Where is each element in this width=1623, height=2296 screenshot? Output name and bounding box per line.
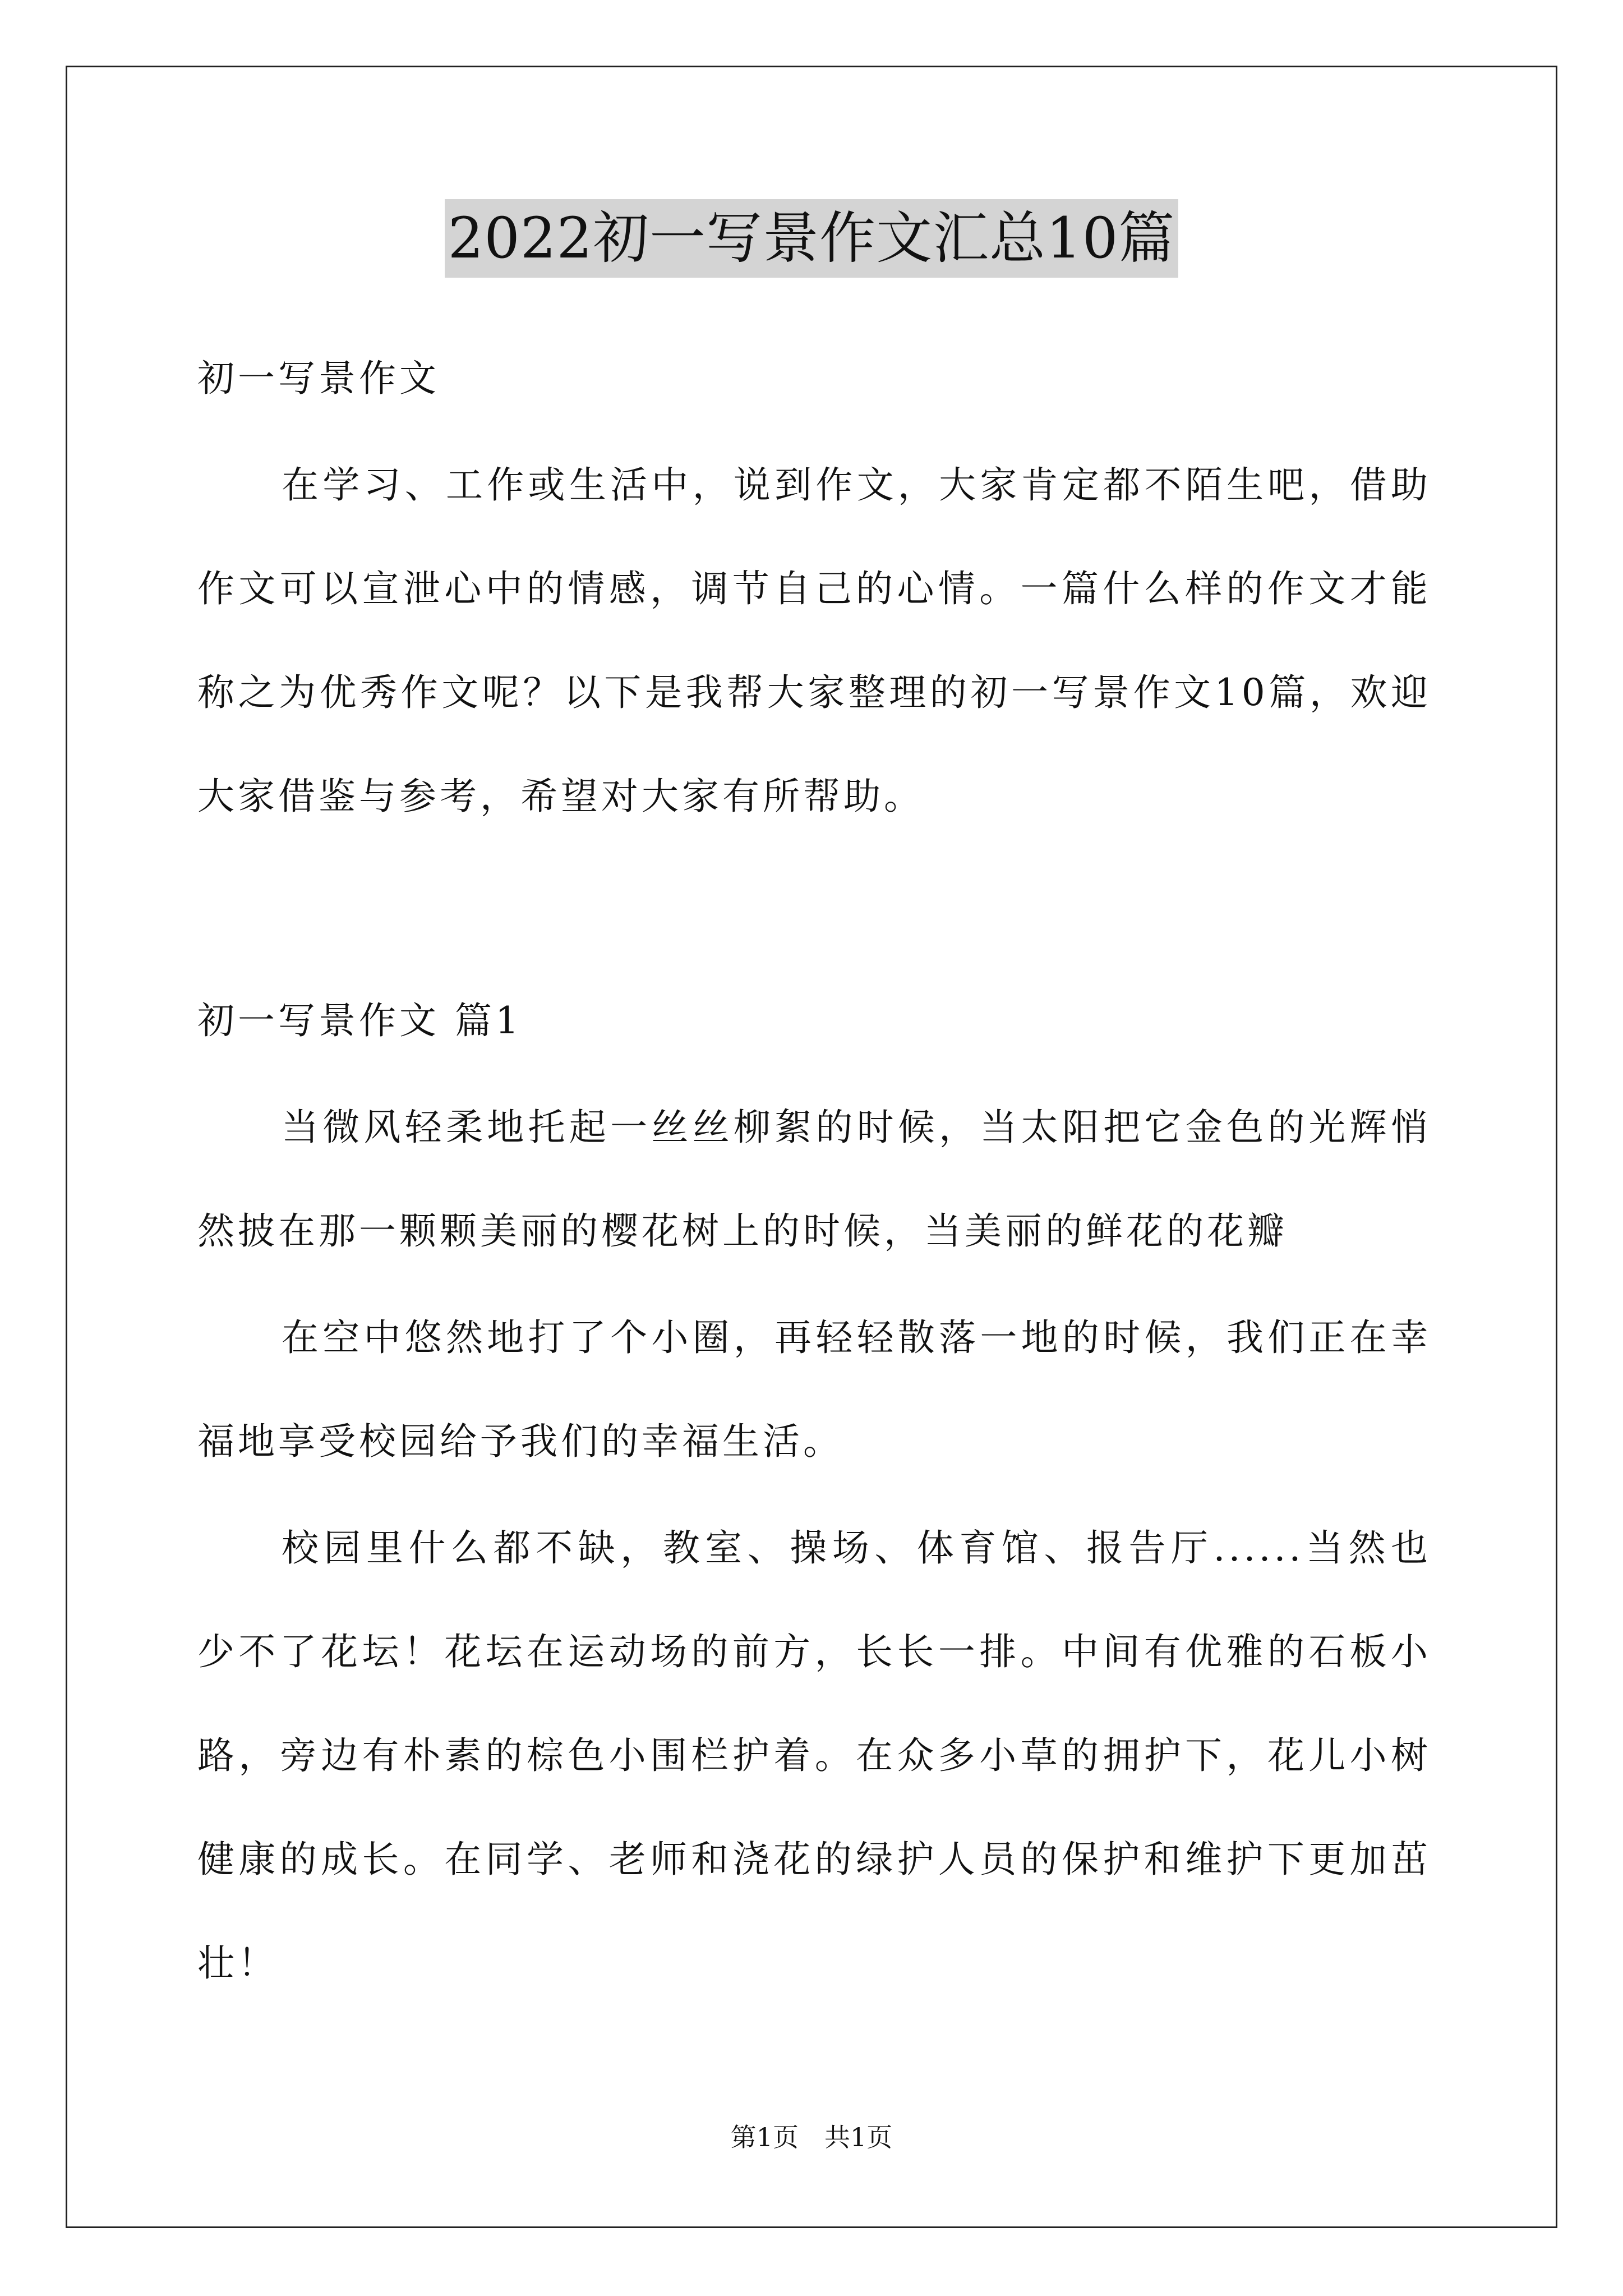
- title-container: [0, 199, 1623, 278]
- paragraph-line: 然披在那一颗颗美丽的樱花树上的时候，当美丽的鲜花的花瓣: [197, 1209, 1288, 1253]
- paragraph-line: 在学习、工作或生活中，说到作文，大家肯定都不陌生吧，借助: [282, 463, 1431, 507]
- paragraph-line: 健康的成长。在同学、老师和浇花的绿护人员的保护和维护下更加茁: [197, 1838, 1431, 1881]
- paragraph-line: 福地享受校园给予我们的幸福生活。: [197, 1420, 843, 1463]
- paragraph-line: 当微风轻柔地托起一丝丝柳絮的时候，当太阳把它金色的光辉悄: [282, 1106, 1431, 1149]
- paragraph-line: 大家借鉴与参考，希望对大家有所帮助。: [197, 775, 924, 818]
- page-footer: 第1页 共1页: [730, 2122, 893, 2152]
- paragraph-line: 少不了花坛！花坛在运动场的前方，长长一排。中间有优雅的石板小: [197, 1630, 1431, 1673]
- section-heading-essay-1: 初一写景作文 篇1: [197, 999, 522, 1042]
- paragraph-line: 在空中悠然地打了个小圈，再轻轻散落一地的时候，我们正在幸: [282, 1316, 1431, 1359]
- paragraph-line: 路，旁边有朴素的棕色小围栏护着。在众多小草的拥护下，花儿小树: [197, 1734, 1431, 1777]
- paragraph-line: 称之为优秀作文呢？以下是我帮大家整理的初一写景作文10篇，欢迎: [197, 671, 1431, 714]
- section-heading-intro: 初一写景作文: [197, 357, 440, 400]
- paragraph-line: 校园里什么都不缺，教室、操场、体育馆、报告厅......当然也: [282, 1526, 1431, 1570]
- document-title: 2022初一写景作文汇总10篇: [445, 199, 1179, 278]
- paragraph-line: 壮！: [197, 1941, 278, 1985]
- paragraph-line: 作文可以宣泄心中的情感，调节自己的心情。一篇什么样的作文才能: [197, 567, 1431, 610]
